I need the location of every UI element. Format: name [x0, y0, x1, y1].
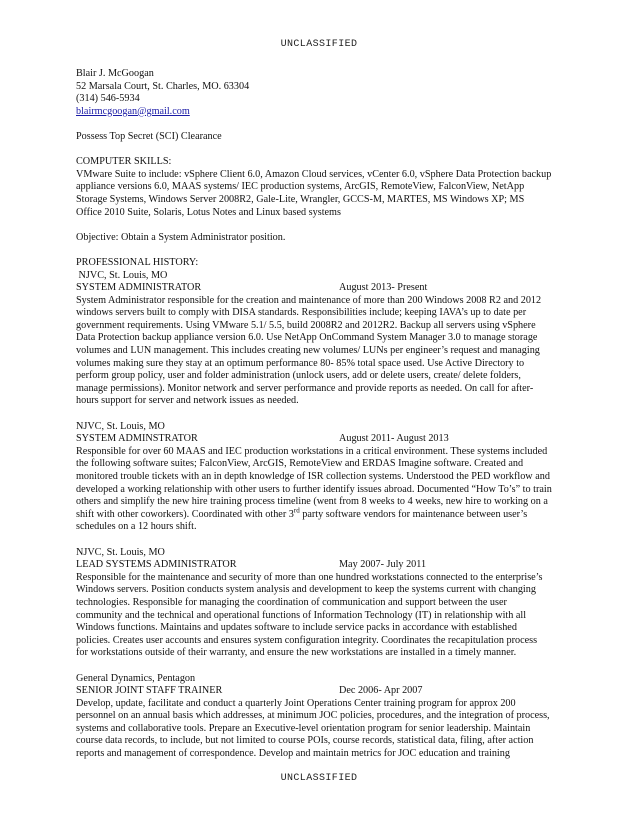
classification-header: UNCLASSIFIED — [280, 39, 358, 50]
classification-footer: UNCLASSIFIED — [280, 773, 358, 784]
clearance-text: Possess Top Secret (SCI) Clearance — [76, 130, 222, 142]
job-employer: General Dynamics, Pentagon — [76, 672, 196, 684]
skills-line: Office 2010 Suite, Solaris, Lotus Notes and Linux based systems — [76, 206, 341, 218]
job-desc-line: reports and management of correspondence. Develop and maintain metrics for JOC education and training — [76, 748, 510, 760]
job-dates: August 2011- August 2013 — [339, 433, 449, 445]
job-desc-line: perform group policy, user and folder administration (unlock users, add or delete users, create/ delete folders, — [76, 370, 521, 382]
contact-block — [76, 68, 576, 118]
clearance-block — [76, 131, 576, 144]
skills-line: VMware Suite to include: vSphere Client 6.0, Amazon Cloud services, vCenter 6.0, vSphere Data Protection backup — [76, 168, 552, 180]
contact-phone: (314) 546-5934 — [76, 93, 140, 105]
job-employer: NJVC, St. Louis, MO — [76, 269, 168, 281]
job-desc-line: developed a working relationship with other users to further identify issues abroad. Documented “How To’s” to train — [76, 483, 552, 495]
job-title: LEAD SYSTEMS ADMINISTRATOR — [76, 559, 237, 571]
job-desc-line: personnel on an annual basis which addresses, at minimum JOC policies, procedures, and the integration of process, — [76, 710, 550, 722]
job-desc-line: the following software suites; FalconView, ArcGIS, RemoteView and ERDAS Imagine software. Created and — [76, 458, 524, 470]
job-desc-line: windows servers built to comply with DISA standards. Responsibilities include; keeping IAVA’s up to date per — [76, 307, 527, 319]
job-employer: NJVC, St. Louis, MO — [76, 546, 165, 558]
job-title: SYSTEM ADMINISTRATOR — [76, 282, 202, 294]
job-desc-line: shift with other coworkers). Coordinated with other 3rd party software vendors for maintenance between user’s — [76, 506, 528, 520]
job-title-row — [76, 685, 576, 698]
job-entry — [76, 547, 576, 660]
skills-heading: COMPUTER SKILLS: — [76, 156, 172, 168]
job-title: SYSTEM ADMINSTRATOR — [76, 433, 198, 445]
job-employer: NJVC, St. Louis, MO — [76, 420, 165, 432]
job-desc-line: for workstations outside of their warranty, and ensure the new workstations are installed in a timely manner. — [76, 647, 517, 659]
job-title: SENIOR JOINT STAFF TRAINER — [76, 685, 223, 697]
job-desc-line: schedules on a 12 hours shift. — [76, 521, 197, 533]
resume-content — [76, 68, 576, 761]
job-entry — [76, 270, 576, 409]
job-title-row — [76, 559, 576, 572]
objective-text: Objective: Obtain a System Administrator position. — [76, 231, 286, 243]
history-heading-block — [76, 257, 576, 270]
job-entry — [76, 673, 576, 761]
job-desc-line: Windows servers. Position conducts system analysis and development to keep the systems current with changing — [76, 584, 536, 596]
job-desc-line: System Administrator responsible for the creation and maintenance of more than 200 Windows 2008 R2 and 2012 — [76, 294, 542, 306]
job-desc-line: government requirements. Using VMware 5.1/ 5.5, build 2008R2 and 2012R2. Backup all servers using vSphere — [76, 319, 536, 331]
job-desc-line: systems and collaborative tools. Prepare an Executive-level orientation program for senior leadership. Maintain — [76, 722, 531, 734]
objective-block — [76, 232, 576, 245]
contact-name: Blair J. McGoogan — [76, 68, 154, 79]
job-desc-line: volumes and LUN management. This includes creating new volumes/ LUNs per engineer’s request and managing — [76, 345, 540, 357]
job-desc-line: manage permissions). Monitor network and server performance and provide reports as needed. On call for after- — [76, 382, 534, 394]
job-desc-line: others and simplify the new hire training process timeline (went from 8 weeks to 4 weeks, new hire to working on a — [76, 496, 548, 508]
job-desc-line: course data records, to include, but not limited to course POIs, course records, statistical data, filing, after action — [76, 735, 534, 747]
job-desc-line: volumes making sure they stay at an optimum performance 80- 85% total space used. Use Active Directory to — [76, 357, 525, 369]
skills-block — [76, 156, 576, 219]
contact-address: 52 Marsala Court, St. Charles, MO. 63304 — [76, 80, 250, 92]
job-desc-line: technologies. Responsible for managing the coordination of communication and support between the user — [76, 596, 507, 608]
job-desc-line: Data Protection backup appliance version 6.0. Use NetApp OnCommand System Manager 3.0 to manage storage — [76, 332, 538, 344]
job-desc-line: community and the technical and operational functions of Information Technology (IT) in relationship with all — [76, 609, 527, 621]
job-desc-line: monitored trouble tickets with an in depth knowledge of ISR collection systems. Understood the PED workflow and — [76, 471, 550, 482]
job-title-row — [76, 433, 576, 446]
job-dates: August 2013- Present — [339, 282, 428, 294]
skills-line: appliance versions 6.0, MAAS systems/ IEC production systems, ArcGIS, RemoteView, FalconView, NetApp — [76, 181, 525, 193]
job-desc-line: Responsible for the maintenance and security of more than one hundred workstations connected to the enterprise’s — [76, 571, 543, 583]
job-desc-line: hours support for server and network issues as needed. — [76, 395, 299, 407]
job-desc-line: Windows functions. Maintains and updates software to include service packs in accordance with established — [76, 622, 517, 634]
job-entry — [76, 421, 576, 534]
job-desc-line-superscript — [76, 506, 576, 522]
job-dates: Dec 2006- Apr 2007 — [339, 685, 423, 697]
job-dates: May 2007- July 2011 — [339, 559, 427, 571]
ordinal-superscript: rd — [293, 506, 300, 515]
contact-email-link[interactable]: blairmcgoogan@gmail.com — [76, 105, 190, 117]
skills-line: Storage Systems, Windows Server 2008R2, Gale-Lite, Wrangler, GCCS-M, MARTES, MS Windows XP; MS — [76, 193, 525, 205]
job-desc-line: Responsible for over 60 MAAS and IEC production workstations in a critical environment. These systems included — [76, 445, 548, 457]
job-desc-line: policies. Creates user accounts and ensures system configuration integrity. Coordinates the recapitulation process — [76, 634, 538, 646]
job-desc-line: Develop, update, facilitate and conduct a quarterly Joint Operations Center training program for approx 200 — [76, 697, 516, 709]
job-title-row — [76, 282, 576, 295]
history-heading: PROFESSIONAL HISTORY: — [76, 256, 199, 268]
